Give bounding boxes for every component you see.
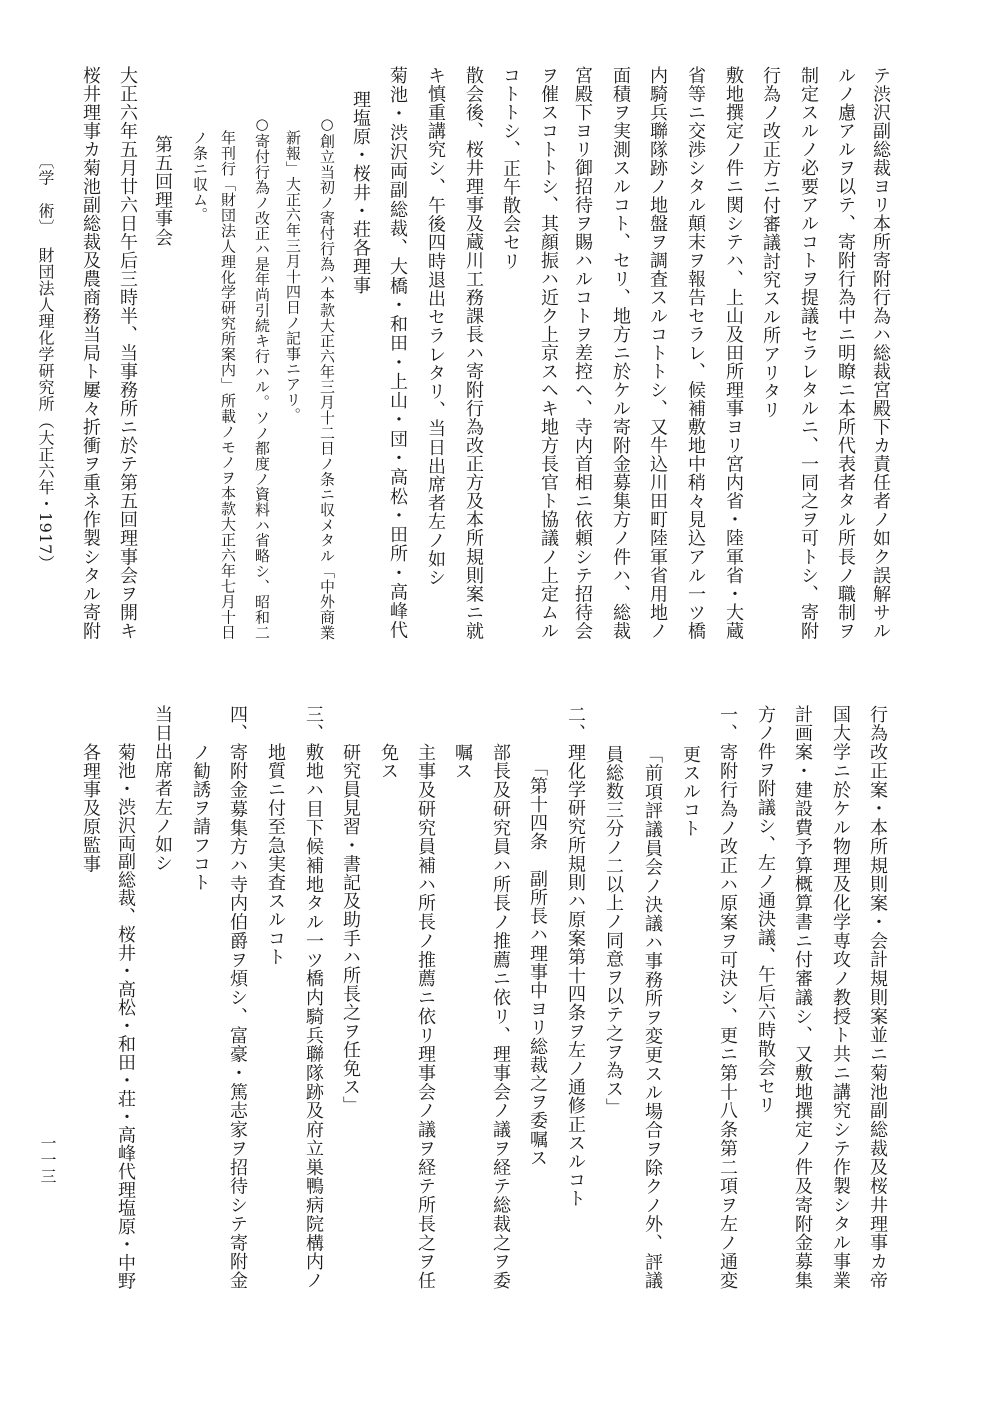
text-line: コトトシ、正午散会セリ — [500, 66, 521, 271]
item-marker: 四、 — [227, 705, 248, 743]
running-head-period: （大正六年・1917） — [36, 413, 55, 572]
text-line: 宮殿下ヨリ御招待ヲ賜ハルコトヲ差控ヘ、寺内首相ニ依頼シテ招待会 — [572, 66, 593, 640]
attendees-line: 菊池・渋沢両副総裁、大橋・和田・上山・団・高松・田所・高峰代 — [387, 66, 408, 640]
item-line: 寄附金募集方ハ寺内伯爵ヲ煩シ、富豪・篤志家ヲ招待シテ寄附金 — [227, 743, 248, 1290]
item-marker: 一、 — [717, 705, 738, 743]
text-line: 散会後、桜井理事及蔵川工務課長ハ寄附行為改正方及本所規則案ニ就 — [463, 66, 484, 640]
text-line: ヲ催スコトトシ、其顔振ハ近ク上京スヘキ地方長官ト協議ノ上定ムル — [538, 66, 559, 640]
item-line: 免ス — [378, 743, 399, 781]
item-line: ノ勧誘ヲ請フコト — [190, 743, 211, 892]
item-line: 嘱ス — [452, 743, 473, 781]
text-line: キ慎重講究シ、午後四時退出セラレタリ、当日出席者左ノ如シ — [425, 66, 446, 587]
editorial-note: ○寄付行為ノ改正ハ是年尚引続キ行ハル。ソノ都度ノ資料ハ省略シ、昭和二 — [253, 115, 271, 640]
text-line: 国大学ニ於ケル物理及化学専攻ノ教授ト共ニ講究シテ作製シタル事業 — [830, 705, 851, 1290]
attendees-line: 理塩原・桜井・荘各理事 — [350, 90, 371, 295]
text-line: 行為改正案・本所規則案・会計規則案並ニ菊池副総裁及桜井理事カ帝 — [867, 705, 888, 1290]
item-line: 理化学研究所規則ハ原案第十四条ヲ左ノ通修正スルコト — [565, 743, 586, 1208]
running-head-section: 〔学 術〕 — [36, 153, 55, 236]
attendance-label: 当日出席者左ノ如シ — [152, 705, 173, 873]
item-line: 員総数三分ノ二以上ノ同意ヲ以テ之ヲ為ス」 — [603, 745, 624, 1117]
item-line: 研究員見習・書記及助手ハ所長之ヲ任免ス」 — [340, 743, 361, 1115]
attendees-line: 菊池・渋沢両副総裁、桜井・高松・和田・荘・高峰代理塩原・中野 — [115, 743, 136, 1290]
text-line: 行為ノ改正方ニ付審議討究スル所アリタリ — [760, 66, 781, 420]
editorial-note: ○創立当初ノ寄付行為ハ本款大正六年三月十二日ノ条ニ収メタル「中外商業 — [318, 115, 336, 640]
item-line: 更スルコト — [680, 745, 701, 838]
text-line: 方ノ件ヲ附議シ、左ノ通決議、午后六時散会セリ — [755, 705, 776, 1115]
text-line: 面積ヲ実測スルコト、セリ、地方ニ於ケル寄附金募集方ノ件ハ、総裁 — [610, 66, 631, 640]
text-line: ルノ慮アルヲ以テ、寄附行為中ニ明瞭ニ本所代表者タル所長ノ職制ヲ — [835, 66, 856, 640]
text-line: 敷地撰定ノ件ニ関シテハ、上山及田所理事ヨリ宮内省・陸軍省・大蔵 — [723, 66, 744, 640]
item-line: 部長及研究員ハ所長ノ推薦ニ依リ、理事会ノ議ヲ経テ総裁之ヲ委 — [490, 743, 511, 1290]
text-line: 大正六年五月廿六日午后三時半、当事務所ニ於テ第五回理事会ヲ開キ — [117, 66, 138, 640]
text-line: 制定スルノ必要アルコトヲ提議セラレタルニ、一同之ヲ可トシ、寄附 — [798, 66, 819, 640]
page-number: 一一三 — [38, 1135, 57, 1185]
item-marker: 二、 — [565, 705, 586, 743]
item-line: 寄附行為ノ改正ハ原案ヲ可決シ、更ニ第十八条第二項ヲ左ノ通変 — [717, 743, 738, 1290]
text-line: 省等ニ交渉シタル顛末ヲ報告セラレ、候補敷地中稍々見込アル一ツ橋 — [685, 66, 706, 640]
item-line: 地質ニ付至急実査スルコト — [265, 743, 286, 967]
item-line: 「前項評議員会ノ決議ハ事務所ヲ変更スル場合ヲ除クノ外、評議 — [642, 745, 663, 1290]
attendees-line: 各理事及原監事 — [80, 743, 101, 874]
text-line: テ渋沢副総裁ヨリ本所寄附行為ハ総裁宮殿下カ責任者ノ如ク誤解サル — [870, 66, 891, 640]
section-heading: 第五回理事会 — [152, 135, 173, 247]
editorial-note: 新報」大正六年三月十四日ノ記事ニアリ。 — [284, 130, 302, 423]
item-line: 「第十四条 副所長ハ理事中ヨリ総裁之ヲ委嘱ス — [527, 758, 548, 1168]
running-head-publisher: 財団法人理化学研究所 — [36, 247, 55, 412]
editorial-note: 年刊行「財団法人理化学研究所案内」所載ノモノヲ本款大正六年七月十日 — [219, 130, 237, 640]
item-line: 敷地ハ目下候補地タル一ツ橋内騎兵聯隊跡及府立巣鴨病院構内ノ — [303, 743, 324, 1290]
text-line: 桜井理事カ菊池副総裁及農商務当局ト屢々折衝ヲ重ネ作製シタル寄附 — [80, 66, 101, 640]
item-line: 主事及研究員補ハ所長ノ推薦ニ依リ理事会ノ議ヲ経テ所長之ヲ任 — [415, 743, 436, 1290]
editorial-note: ノ条ニ収ム。 — [191, 130, 209, 223]
text-line: 計画案・建設費予算概算書ニ付審議シ、又敷地撰定ノ件及寄附金募集 — [792, 705, 813, 1290]
text-line: 内騎兵聯隊跡ノ地盤ヲ調査スルコトトシ、又牛込川田町陸軍省用地ノ — [647, 66, 668, 640]
item-marker: 三、 — [303, 705, 324, 743]
